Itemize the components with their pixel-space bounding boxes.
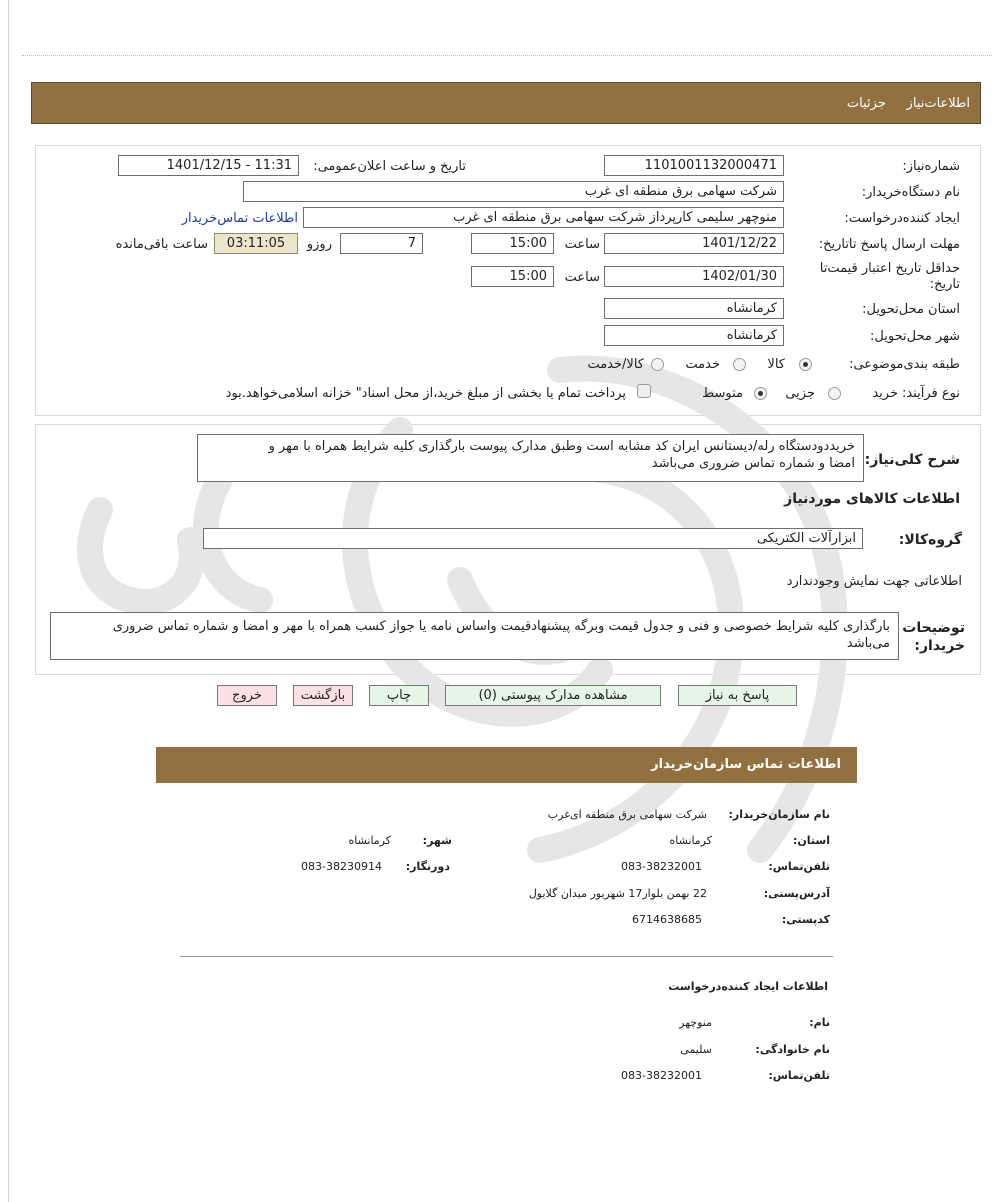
buyer-notes-box <box>50 612 899 660</box>
contact-city-value: کرمانشاه <box>348 834 391 847</box>
back-button[interactable]: بازگشت <box>293 685 353 706</box>
process-label: نوع فرآیند: <box>902 386 960 401</box>
goods-info-title: اطلاعات کالاهای موردنیاز <box>784 491 960 507</box>
deadline-time-field: 15:00 <box>471 233 554 254</box>
min-valid-label: حداقل تاریخ اعتبار قیمت‌تا <box>819 261 960 276</box>
announce-label: تاریخ و ساعت اعلان‌عمومی: <box>313 159 466 174</box>
min-valid-label-2: تاریخ: <box>929 277 960 292</box>
process-buy-label: خرید <box>872 386 898 401</box>
buyer-org-label: نام دستگاه‌خریدار: <box>861 185 960 200</box>
creator-phone-value: 083-38232001 <box>621 1069 702 1082</box>
contact-phone-value: 083-38232001 <box>621 860 702 873</box>
category-goods-radio[interactable] <box>799 358 812 371</box>
print-button[interactable]: چاپ <box>369 685 429 706</box>
contact-header-bar <box>156 747 857 783</box>
remaining-label: ساعت باقی‌مانده <box>115 237 208 252</box>
min-valid-date-field: 1402/01/30 <box>604 266 784 287</box>
reply-button[interactable]: پاسخ به نیاز <box>678 685 797 706</box>
contact-org-value: شرکت سهامی برق منطقه ای‌غرب <box>547 808 707 821</box>
contact-info-link[interactable]: اطلاعات تماس‌خریدار <box>181 211 298 226</box>
section-divider <box>180 956 833 957</box>
treasury-payment-checkbox[interactable] <box>637 384 651 398</box>
city-field: کرمانشاه <box>604 325 784 346</box>
contact-postal-label: کد‌پستی: <box>781 913 830 926</box>
summary-line-1: خریددودستگاه رله/دیستانس ایران کد مشابه است وطبق مدارک پیوست بارگذاری کلیه شرایط همراه با مهر و <box>268 439 855 454</box>
category-service-label: خدمت <box>685 357 720 372</box>
category-both-radio[interactable] <box>651 358 664 371</box>
deadline-time-label: ساعت <box>564 237 600 252</box>
page-left-border <box>8 0 9 1202</box>
days-field: 7 <box>340 233 423 254</box>
summary-box <box>197 434 864 482</box>
process-partial-radio[interactable] <box>828 387 841 400</box>
contact-phone-label: تلفن‌تماس: <box>768 860 830 873</box>
buyer-notes-label-2: خریدار: <box>914 638 965 654</box>
attachments-button[interactable]: مشاهده مدارک پیوستی (0) <box>445 685 661 706</box>
city-label: شهر محل‌تحویل: <box>870 329 960 344</box>
contact-postal-value: 6714638685 <box>632 913 702 926</box>
deadline-date-field: 1401/12/22 <box>604 233 784 254</box>
contact-province-label: استان: <box>793 834 830 847</box>
category-service-radio[interactable] <box>733 358 746 371</box>
need-number-field: 1101001132000471 <box>604 155 784 176</box>
contact-title: اطلاعات تماس سازمان‌خریدار <box>651 757 841 772</box>
contact-fax-value: 083-38230914 <box>301 860 382 873</box>
days-label: روزو <box>306 237 332 252</box>
header-tabs <box>847 96 970 111</box>
exit-button[interactable]: خروج <box>217 685 277 706</box>
buyer-notes-line-2: می‌باشد <box>846 636 890 651</box>
treasury-payment-note: پرداخت تمام یا بخشی از مبلغ خرید،از محل اسناد" خزانه اسلامی‌خواهد.بود <box>225 386 626 401</box>
process-medium-label: متوسط <box>702 386 743 401</box>
buyer-notes-line-1: بارگذاری کلیه شرایط خصوصی و فنی و جدول قیمت وبرگه پیشنهادقیمت واساس نامه یا جواز کسب همراه با مهر و امضا و شماره تماس ضروری <box>112 619 890 634</box>
category-goods-label: کالا <box>767 357 785 372</box>
requester-label: ایجاد کننده‌درخواست: <box>844 211 960 226</box>
process-medium-radio[interactable] <box>754 387 767 400</box>
need-number-label: شماره‌نیاز: <box>902 159 960 174</box>
creator-title: اطلاعات ایجاد کننده‌درخواست <box>668 980 828 993</box>
summary-line-2: امضا و شماره تماس ضروری می‌باشد <box>651 456 855 471</box>
header-bar <box>31 82 981 124</box>
creator-phone-label: تلفن‌تماس: <box>768 1069 830 1082</box>
province-field: کرمانشاه <box>604 298 784 319</box>
creator-name-label: نام: <box>809 1016 830 1029</box>
dotted-divider <box>22 55 992 56</box>
creator-family-label: نام خانوادگی: <box>755 1043 830 1056</box>
creator-name-value: منوچهر <box>679 1016 712 1029</box>
province-label: استان محل‌تحویل: <box>862 302 960 317</box>
remaining-time: 03:11:05 <box>214 233 298 254</box>
contact-city-label: شهر: <box>422 834 452 847</box>
contact-address-label: آدرس‌پستی: <box>763 887 830 900</box>
creator-family-value: سلیمی <box>680 1043 712 1056</box>
goods-group-label: گروه‌کالا: <box>898 532 962 548</box>
process-partial-label: جزیی <box>785 386 815 401</box>
deadline-label: مهلت ارسال پاسخ تا‌تاریخ: <box>818 237 960 252</box>
min-valid-time-label: ساعت <box>564 270 600 285</box>
announce-date-field: 1401/12/15 - 11:31 <box>118 155 299 176</box>
buyer-org-field: شرکت سهامی برق منطقه ای غرب <box>243 181 784 202</box>
goods-group-field: ابزارآلات الکتریکی <box>203 528 863 549</box>
buyer-notes-label: توضیحات <box>902 620 965 636</box>
summary-label: شرح کلی‌نیاز: <box>864 452 960 468</box>
category-label: طبقه بندی‌موضوعی: <box>849 357 960 372</box>
tab-details[interactable]: جزئیات <box>846 96 886 111</box>
contact-org-label: نام سازمان‌خریدار: <box>728 808 830 821</box>
no-info-text: اطلاعاتی جهت نمایش وجود‌ندارد <box>786 574 962 589</box>
contact-address-value: 22 بهمن بلوار17 شهریور میدان گلایول <box>528 887 707 900</box>
requester-field: منوچهر سلیمی کارپرداز شرکت سهامی برق منطقه ای غرب <box>303 207 784 228</box>
min-valid-time-field: 15:00 <box>471 266 554 287</box>
category-both-label: کالا/خدمت <box>587 357 644 372</box>
contact-province-value: کرمانشاه <box>669 834 712 847</box>
tab-need-info[interactable]: اطلاعات‌نیاز <box>906 96 970 111</box>
contact-fax-label: دورنگار: <box>405 860 450 873</box>
